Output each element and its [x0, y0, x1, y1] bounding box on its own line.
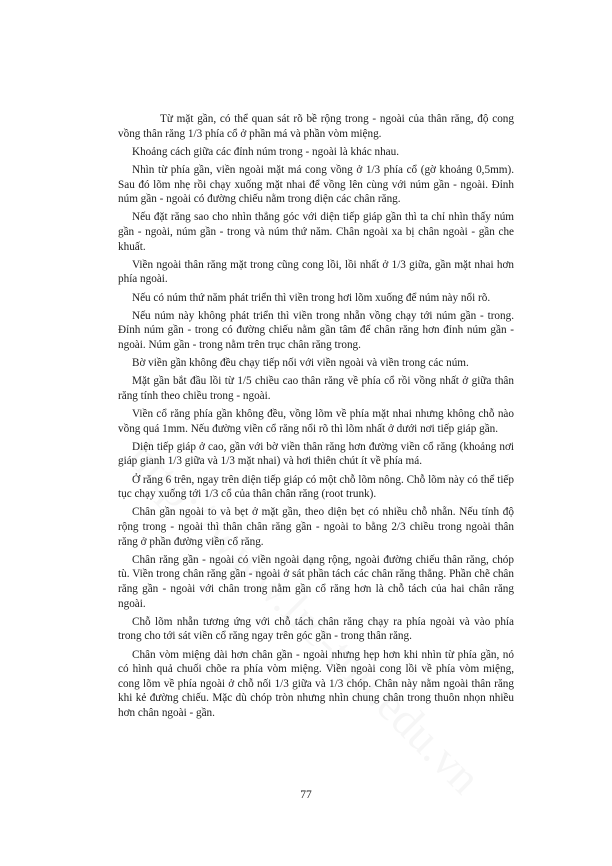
paragraph: Viền ngoài thân răng mặt trong cũng cong lồi, lồi nhất ở 1/3 giữa, gần mặt nhai hơn phía ngoài. [118, 258, 514, 286]
paragraph: Khoảng cách giữa các đỉnh núm trong - ngoài là khác nhau. [132, 145, 400, 158]
paragraph: Nhìn từ phía gần, viền ngoài mặt má cong vồng ở 1/3 phía cổ (gờ khoảng 0,5mm). Sau đó lõm nhẹ rồi chạy xuống mặt nhai để vồng lên cùng với núm gần - ngoài. Đỉnh núm gần - ngoài có đường chiếu nằm trong diện các chân răng. [118, 163, 514, 206]
paragraph: Chân vòm miệng dài hơn chân gần - ngoài nhưng hẹp hơn khi nhìn từ phía gần, nó có hình quả chuối chõe ra phía vòm miệng. Viền ngoài cong lồi về phía vòm miệng, cong lõm về phía ngoài ở chỗ nối 1/3 giữa và 1/3 chóp. Chân này nằm ngoài thân răng khi kẻ đường chiếu. Mặc dù chóp tròn nhưng nhìn chung chân trong thuôn nhọn nhiều hơn chân ngoài - gần. [118, 648, 514, 719]
paragraph: Chân răng gần - ngoài có viền ngoài dạng rộng, ngoài đường chiếu thân răng, chóp tù. Viền trong chân răng gần - ngoài ở sát phần tách các chân răng thẳng. Phần chẽ chân răng gần - ngoài với chân trong nằm gần cổ răng hơn là chỗ tách của hai chân răng ngoài. [118, 553, 514, 610]
page-number: 77 [300, 789, 312, 801]
paragraph: Viền cổ răng phía gần không đều, vồng lõm về phía mặt nhai nhưng không chỗ nào vồng quá 1mm. Nếu đường viền cổ răng nổi rõ thì lõm nhất ở dưới nơi tiếp giáp gần. [118, 408, 514, 435]
paragraph: Chỗ lõm nhẵn tương ứng với chỗ tách chân răng chạy ra phía ngoài và vào phía trong cho tới sát viền cổ răng ngay trên góc gần - trong thân răng. [118, 615, 514, 643]
paragraph: Nếu đặt răng sao cho nhìn thẳng góc với diện tiếp giáp gần thì ta chỉ nhìn thấy núm gần - ngoài, núm gần - trong và núm thứ năm. Chân ngoài xa bị chân ngoài - gần che khuất. [118, 211, 514, 253]
paragraph: Từ mặt gần, có thể quan sát rõ bề rộng trong - ngoài của thân răng, độ cong vồng thân răng 1/3 phía cổ ở phần má và phần vòm miệng. [118, 113, 514, 140]
paragraph: Diện tiếp giáp ở cao, gần với bờ viền thân răng hơn đường viền cổ răng (khoảng nơi giáp gianh 1/3 giữa và 1/3 mặt nhai) và hơi thiên chút ít về phía má. [118, 440, 514, 468]
paragraph: Nếu núm này không phát triển thì viền trong nhẵn vồng chạy tới núm gần - trong. Đỉnh núm gần - trong có đường chiếu nằm gần tâm để chân răng hơn đỉnh núm gần - ngoài. Núm gần - trong nằm trên trục chân răng trong. [118, 309, 514, 351]
paragraph: Nếu có núm thứ năm phát triển thì viền trong hơi lõm xuống để núm này nổi rõ. [132, 291, 491, 304]
paragraph: Bờ viền gần không đều chạy tiếp nối với viền ngoài và viền trong các núm. [132, 357, 469, 370]
paragraph: Mặt gần bắt đầu lồi từ 1/5 chiều cao thân răng về phía cổ rồi vồng nhất ở giữa thân răng tính theo chiều trong - ngoài. [118, 375, 514, 402]
paragraph: Ở răng 6 trên, ngay trên diện tiếp giáp có một chỗ lõm nông. Chỗ lõm này có thể tiếp tục chạy xuống tới 1/3 cổ của thân chân răng (root trunk). [118, 473, 514, 501]
text-body [118, 112, 514, 724]
paragraph: Chân gần ngoài to và bẹt ở mặt gần, theo diện bẹt có nhiều chỗ nhẵn. Nếu tính độ rộng trong - ngoài thì thân chân răng gần - ngoài to bằng 2/3 chiều trong ngoài thân răng ở phần đường viền cổ răng. [118, 506, 514, 548]
